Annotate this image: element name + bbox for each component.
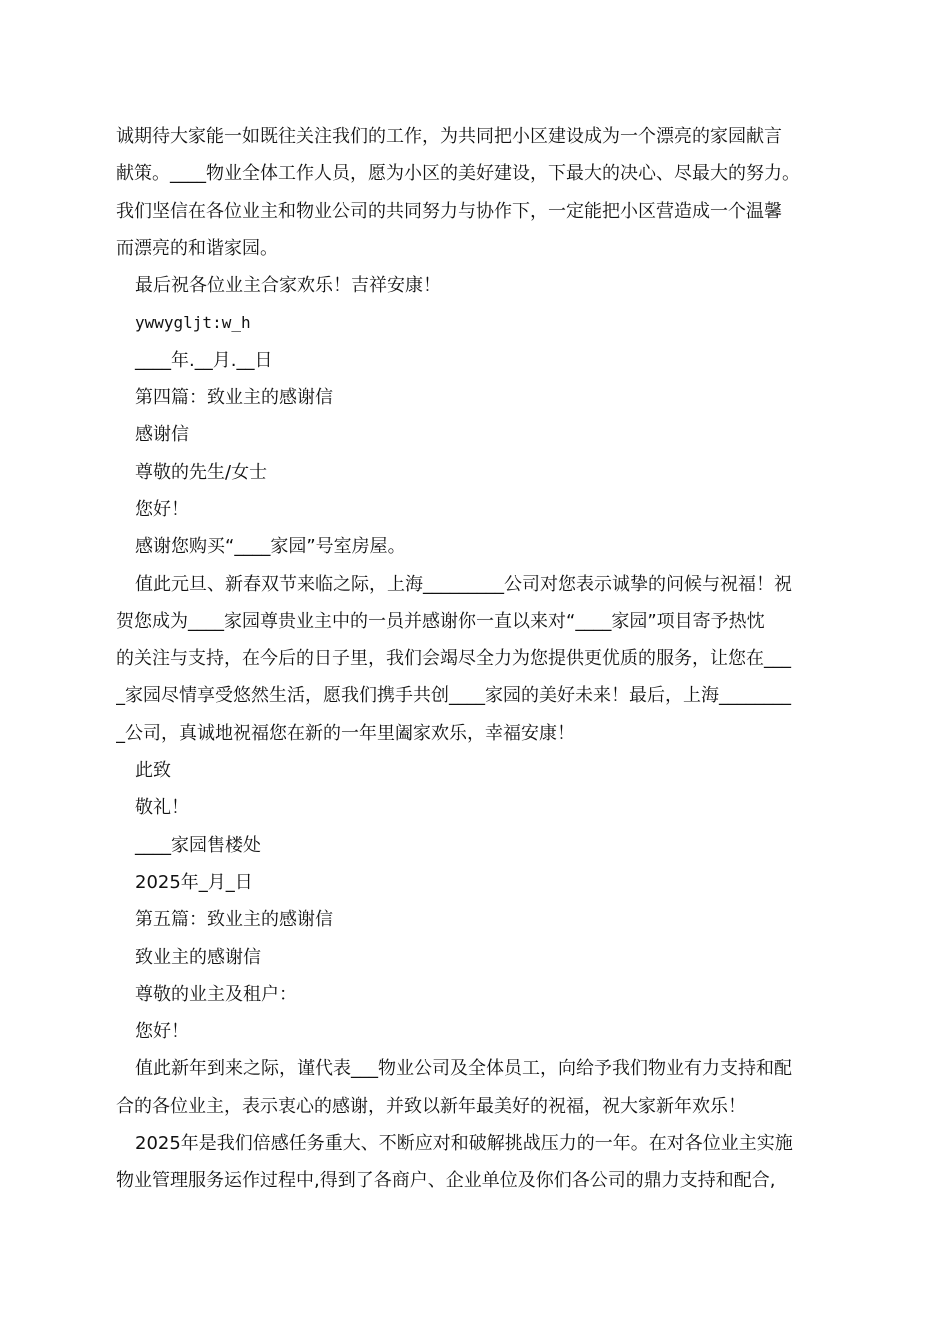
text-line: _家园尽情享受悠然生活，愿我们携手共创____家园的美好未来！最后，上海________ bbox=[116, 685, 791, 707]
text-line: 感谢您购买“____家园”号室房屋。 bbox=[135, 536, 406, 558]
text-line: _公司，真诚地祝福您在新的一年里阖家欢乐，幸福安康！ bbox=[116, 722, 575, 744]
document-body bbox=[116, 118, 838, 1200]
text-line: 您好！ bbox=[135, 1021, 189, 1043]
text-line: 第四篇：致业主的感谢信 bbox=[135, 387, 333, 409]
text-line: 而漂亮的和谐家园。 bbox=[116, 237, 278, 259]
text-line: ywwygljt:w_h bbox=[135, 313, 251, 333]
text-line: 敬礼！ bbox=[135, 797, 189, 819]
text-line: 感谢信 bbox=[135, 424, 189, 446]
text-line: 合的各位业主，表示衷心的感谢，并致以新年最美好的祝福，祝大家新年欢乐！ bbox=[116, 1095, 746, 1117]
text-line: 尊敬的业主及租户： bbox=[135, 983, 297, 1005]
text-line: 最后祝各位业主合家欢乐！吉祥安康！ bbox=[135, 275, 441, 297]
text-line: ____家园售楼处 bbox=[135, 834, 261, 856]
text-line: 您好！ bbox=[135, 498, 189, 520]
text-line: 诚期待大家能一如既往关注我们的工作，为共同把小区建设成为一个漂亮的家园献言 bbox=[116, 126, 782, 147]
text-line: 的关注与支持，在今后的日子里，我们会竭尽全力为您提供更优质的服务，让您在___ bbox=[116, 648, 791, 670]
text-line: 尊敬的先生/女士 bbox=[135, 461, 268, 483]
text-line: 值此新年到来之际，谨代表___物业公司及全体员工，向给予我们物业有力支持和配 bbox=[135, 1058, 792, 1080]
text-line: 2025年是我们倍感任务重大、不断应对和破解挑战压力的一年。在对各位业主实施 bbox=[135, 1133, 793, 1155]
text-line: 物业管理服务运作过程中,得到了各商户、企业单位及你们各公司的鼎力支持和配合, bbox=[116, 1170, 776, 1192]
text-line: 致业主的感谢信 bbox=[135, 946, 261, 968]
text-line: 2025年_月_日 bbox=[135, 871, 253, 893]
text-line: 值此元旦、新春双节来临之际，上海_________公司对您表示诚挚的问候与祝福！祝 bbox=[135, 573, 792, 595]
text-line: 第五篇：致业主的感谢信 bbox=[135, 909, 333, 931]
text-line: 此致 bbox=[135, 760, 171, 782]
text-line: 贺您成为____家园尊贵业主中的一员并感谢你一直以来对“____家园”项目寄予热忱 bbox=[116, 610, 765, 632]
text-line: 献策。____物业全体工作人员，愿为小区的美好建设，下最大的决心、尽最大的努力。 bbox=[116, 163, 800, 185]
text-line: ____年.__月.__日 bbox=[135, 349, 273, 371]
text-line: 我们坚信在各位业主和物业公司的共同努力与协作下，一定能把小区营造成一个温馨 bbox=[116, 200, 782, 222]
